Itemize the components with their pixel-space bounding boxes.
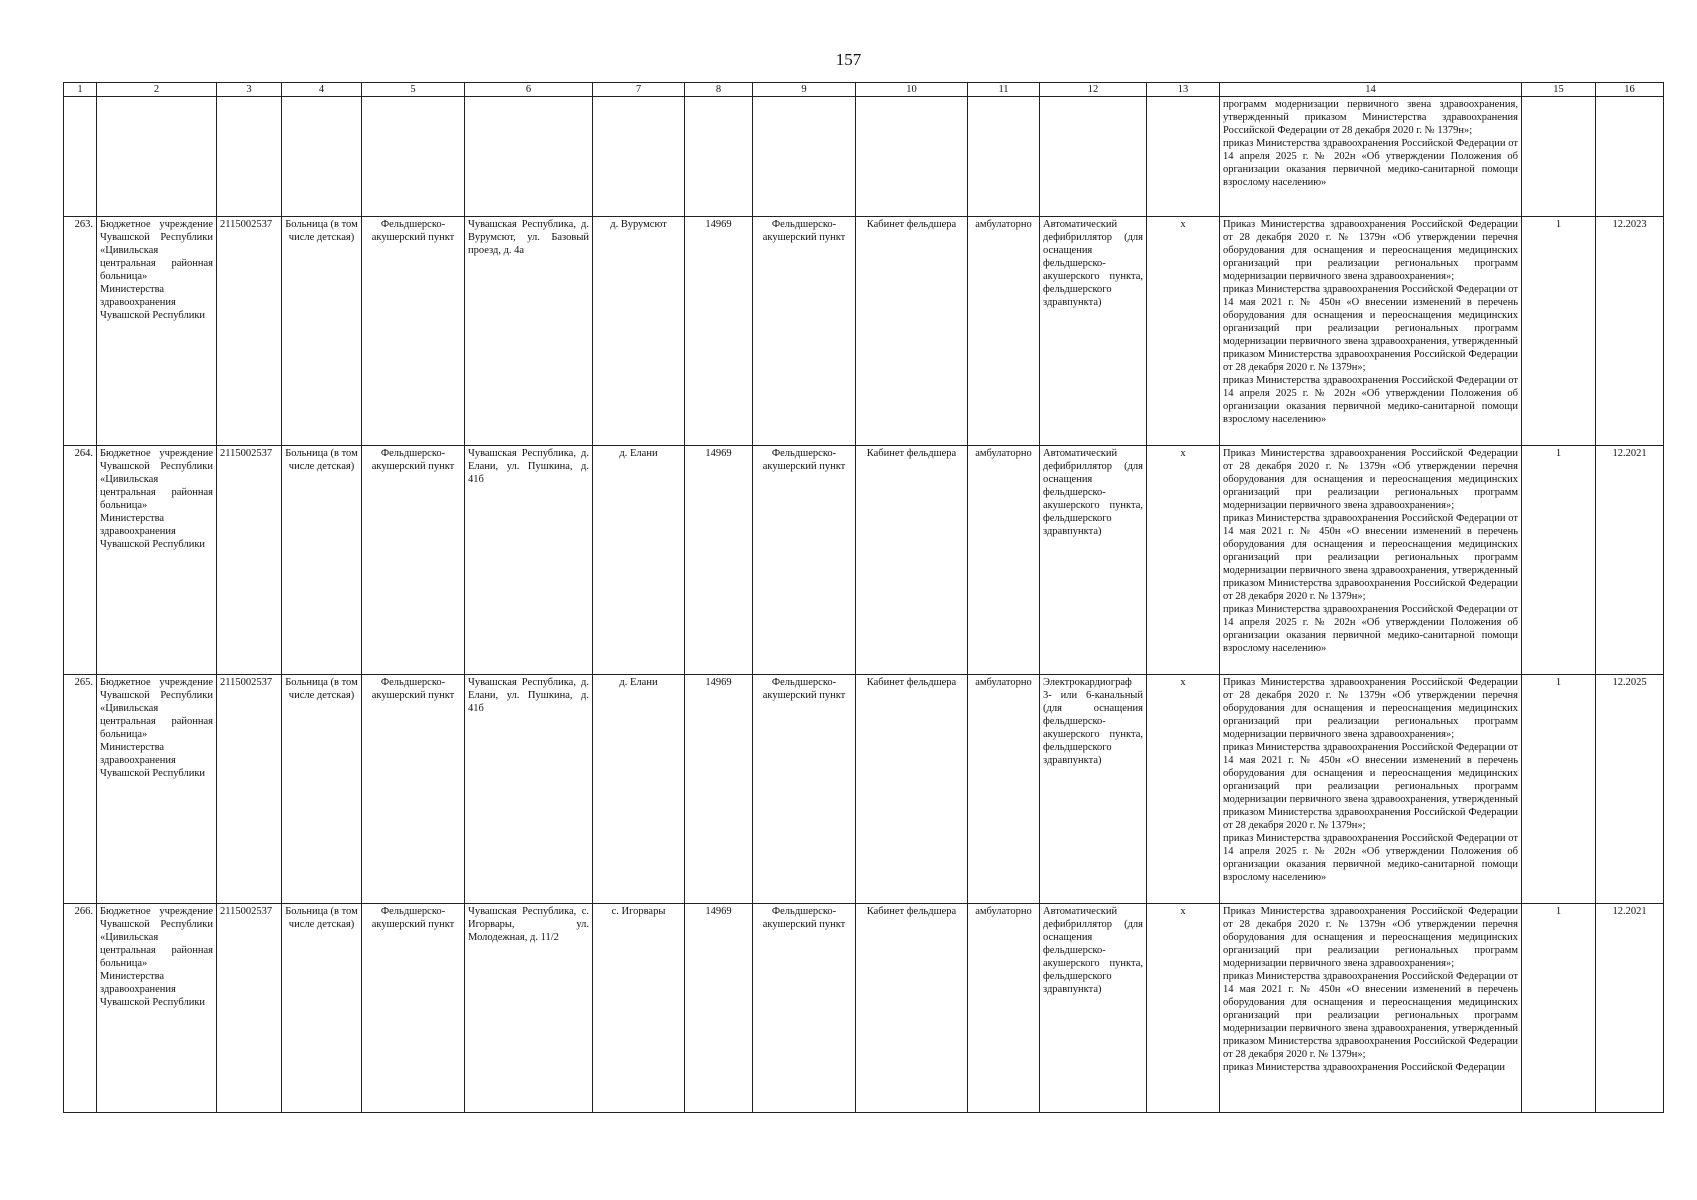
date-cell: 12.2025	[1596, 675, 1664, 904]
cabinet-cell: Кабинет фельдшера	[856, 446, 968, 675]
legal-basis-cell	[1220, 675, 1522, 904]
legal-basis-cell	[1220, 97, 1522, 217]
legal-basis-line: Приказ Министерства здравоохранения Российской Федерации от 28 декабря 2020 г. № 1379н «Об утверждении перечня оборудования для оснащения и переоснащения медицинских организаций при реализации региональных программ модернизации первичного звена здравоохранения»;	[1223, 906, 1518, 969]
column-header: 12	[1040, 83, 1147, 97]
address-cell: Чувашская Республика, д. Вурумсют, ул. Базовый проезд, д. 4а	[465, 217, 593, 446]
legal-basis-cell	[1220, 904, 1522, 1113]
structural-unit-cell: Фельдшерско-акушерский пункт	[753, 675, 856, 904]
column-header: 16	[1596, 83, 1664, 97]
column-header: 8	[685, 83, 753, 97]
legal-basis-cell	[1220, 446, 1522, 675]
quantity-cell: 1	[1522, 217, 1596, 446]
column-header: 3	[217, 83, 282, 97]
subdivision-cell: Фельдшерско-акушерский пункт	[362, 217, 465, 446]
equipment-cell: Электрокардиограф 3- или 6-канальный (для оснащения фельдшерско-акушерского пункта, фельдшерского здравпункта)	[1040, 675, 1147, 904]
column-number-row	[64, 83, 1664, 97]
column-header: 4	[282, 83, 362, 97]
locality-cell: д. Вурумсют	[593, 217, 685, 446]
legal-basis-line: приказ Министерства здравоохранения Российской Федерации	[1223, 1062, 1505, 1073]
column-header: 7	[593, 83, 685, 97]
institution-type-cell: Больница (в том числе детская)	[282, 904, 362, 1113]
date-cell: 12.2021	[1596, 446, 1664, 675]
column-13-cell: х	[1147, 675, 1220, 904]
quantity-cell: 1	[1522, 446, 1596, 675]
care-mode-cell: амбулаторно	[968, 904, 1040, 1113]
column-13-cell: х	[1147, 904, 1220, 1113]
subdivision-cell: Фельдшерско-акушерский пункт	[362, 446, 465, 675]
code-cell: 14969	[685, 446, 753, 675]
code-cell: 14969	[685, 675, 753, 904]
subdivision-cell: Фельдшерско-акушерский пункт	[362, 675, 465, 904]
table-row	[64, 675, 1664, 904]
column-header: 2	[97, 83, 217, 97]
legal-basis-line: приказ Министерства здравоохранения Российской Федерации от 14 апреля 2025 г. № 202н «Об утверждении Положения об организации оказания первичной медико-санитарной помощи взрослому населению»	[1223, 138, 1518, 188]
institution-type-cell: Больница (в том числе детская)	[282, 446, 362, 675]
cabinet-cell: Кабинет фельдшера	[856, 904, 968, 1113]
institution-type-cell: Больница (в том числе детская)	[282, 675, 362, 904]
page-number: 157	[835, 50, 862, 69]
cabinet-cell: Кабинет фельдшера	[856, 217, 968, 446]
row-number: 263.	[64, 217, 97, 446]
care-mode-cell: амбулаторно	[968, 675, 1040, 904]
column-header: 6	[465, 83, 593, 97]
column-header: 11	[968, 83, 1040, 97]
address-cell: Чувашская Республика, с. Игорвары, ул. Молодежная, д. 11/2	[465, 904, 593, 1113]
column-header: 9	[753, 83, 856, 97]
cabinet-cell: Кабинет фельдшера	[856, 675, 968, 904]
structural-unit-cell: Фельдшерско-акушерский пункт	[753, 217, 856, 446]
column-header: 15	[1522, 83, 1596, 97]
care-mode-cell: амбулаторно	[968, 217, 1040, 446]
legal-basis-line: приказ Министерства здравоохранения Российской Федерации от 14 мая 2021 г. № 450н «О внесении изменений в перечень оборудования для оснащения и переоснащения медицинских организаций при реализации региональных программ модернизации первичного звена здравоохранения, утвержденный приказом Министерства здравоохранения Российской Федерации от 28 декабря 2020 г. № 1379н»;	[1223, 284, 1518, 373]
code-cell: 14969	[685, 904, 753, 1113]
locality-cell: д. Елани	[593, 446, 685, 675]
legal-basis-line: приказ Министерства здравоохранения Российской Федерации от 14 апреля 2025 г. № 202н «Об утверждении Положения об организации оказания первичной медико-санитарной помощи взрослому населению»	[1223, 833, 1518, 883]
date-cell: 12.2021	[1596, 904, 1664, 1113]
structural-unit-cell: Фельдшерско-акушерский пункт	[753, 446, 856, 675]
legal-basis-line: приказ Министерства здравоохранения Российской Федерации от 14 мая 2021 г. № 450н «О внесении изменений в перечень оборудования для оснащения и переоснащения медицинских организаций при реализации региональных программ модернизации первичного звена здравоохранения, утвержденный приказом Министерства здравоохранения Российской Федерации от 28 декабря 2020 г. № 1379н»;	[1223, 742, 1518, 831]
legal-basis-line: Приказ Министерства здравоохранения Российской Федерации от 28 декабря 2020 г. № 1379н «Об утверждении перечня оборудования для оснащения и переоснащения медицинских организаций при реализации региональных программ модернизации первичного звена здравоохранения»;	[1223, 219, 1518, 282]
organization-cell: Бюджетное учреждение Чувашской Республики «Цивильская центральная районная больница» Министерства здравоохранения Чувашской Республики	[97, 675, 217, 904]
date-cell: 12.2023	[1596, 217, 1664, 446]
address-cell: Чувашская Республика, д. Елани, ул. Пушкина, д. 41б	[465, 675, 593, 904]
quantity-cell: 1	[1522, 904, 1596, 1113]
legal-basis-line: Приказ Министерства здравоохранения Российской Федерации от 28 декабря 2020 г. № 1379н «Об утверждении перечня оборудования для оснащения и переоснащения медицинских организаций при реализации региональных программ модернизации первичного звена здравоохранения»;	[1223, 448, 1518, 511]
table-row	[64, 446, 1664, 675]
row-number: 266.	[64, 904, 97, 1113]
column-13-cell: х	[1147, 446, 1220, 675]
table-row	[64, 904, 1664, 1113]
address-cell: Чувашская Республика, д. Елани, ул. Пушкина, д. 41б	[465, 446, 593, 675]
column-13-cell: х	[1147, 217, 1220, 446]
legal-basis-line: Приказ Министерства здравоохранения Российской Федерации от 28 декабря 2020 г. № 1379н «Об утверждении перечня оборудования для оснащения и переоснащения медицинских организаций при реализации региональных программ модернизации первичного звена здравоохранения»;	[1223, 677, 1518, 740]
locality-cell: с. Игорвары	[593, 904, 685, 1113]
legal-basis-cell	[1220, 217, 1522, 446]
legal-basis-line: приказ Министерства здравоохранения Российской Федерации от 14 мая 2021 г. № 450н «О внесении изменений в перечень оборудования для оснащения и переоснащения медицинских организаций при реализации региональных программ модернизации первичного звена здравоохранения, утвержденный приказом Министерства здравоохранения Российской Федерации от 28 декабря 2020 г. № 1379н»;	[1223, 971, 1518, 1060]
equipment-cell: Автоматический дефибриллятор (для оснащения фельдшерско-акушерского пункта, фельдшерского здравпункта)	[1040, 217, 1147, 446]
care-mode-cell: амбулаторно	[968, 446, 1040, 675]
legal-basis-line: программ модернизации первичного звена здравоохранения, утвержденный приказом Министерства здравоохранения Российской Федерации от 28 декабря 2020 г. № 1379н»;	[1223, 99, 1518, 136]
column-header: 1	[64, 83, 97, 97]
column-header: 14	[1220, 83, 1522, 97]
organization-cell: Бюджетное учреждение Чувашской Республики «Цивильская центральная районная больница» Министерства здравоохранения Чувашской Республики	[97, 217, 217, 446]
row-number: 264.	[64, 446, 97, 675]
equipment-cell: Автоматический дефибриллятор (для оснащения фельдшерско-акушерского пункта, фельдшерского здравпункта)	[1040, 904, 1147, 1113]
inn-cell: 2115002537	[217, 675, 282, 904]
legal-basis-line: приказ Министерства здравоохранения Российской Федерации от 14 мая 2021 г. № 450н «О внесении изменений в перечень оборудования для оснащения и переоснащения медицинских организаций при реализации региональных программ модернизации первичного звена здравоохранения, утвержденный приказом Министерства здравоохранения Российской Федерации от 28 декабря 2020 г. № 1379н»;	[1223, 513, 1518, 602]
row-number: 265.	[64, 675, 97, 904]
quantity-cell: 1	[1522, 675, 1596, 904]
inn-cell: 2115002537	[217, 904, 282, 1113]
column-header: 5	[362, 83, 465, 97]
institution-type-cell: Больница (в том числе детская)	[282, 217, 362, 446]
legal-basis-line: приказ Министерства здравоохранения Российской Федерации от 14 апреля 2025 г. № 202н «Об утверждении Положения об организации оказания первичной медико-санитарной помощи взрослому населению»	[1223, 604, 1518, 654]
inn-cell: 2115002537	[217, 217, 282, 446]
equipment-table	[63, 82, 1664, 1113]
subdivision-cell: Фельдшерско-акушерский пункт	[362, 904, 465, 1113]
inn-cell: 2115002537	[217, 446, 282, 675]
organization-cell: Бюджетное учреждение Чувашской Республики «Цивильская центральная районная больница» Министерства здравоохранения Чувашской Республики	[97, 446, 217, 675]
equipment-cell: Автоматический дефибриллятор (для оснащения фельдшерско-акушерского пункта, фельдшерского здравпункта)	[1040, 446, 1147, 675]
legal-basis-line: приказ Министерства здравоохранения Российской Федерации от 14 апреля 2025 г. № 202н «Об утверждении Положения об организации оказания первичной медико-санитарной помощи взрослому населению»	[1223, 375, 1518, 425]
locality-cell: д. Елани	[593, 675, 685, 904]
structural-unit-cell: Фельдшерско-акушерский пункт	[753, 904, 856, 1113]
column-header: 10	[856, 83, 968, 97]
code-cell: 14969	[685, 217, 753, 446]
column-header: 13	[1147, 83, 1220, 97]
continuation-row	[64, 97, 1664, 217]
organization-cell: Бюджетное учреждение Чувашской Республики «Цивильская центральная районная больница» Министерства здравоохранения Чувашской Республики	[97, 904, 217, 1113]
table-row	[64, 217, 1664, 446]
